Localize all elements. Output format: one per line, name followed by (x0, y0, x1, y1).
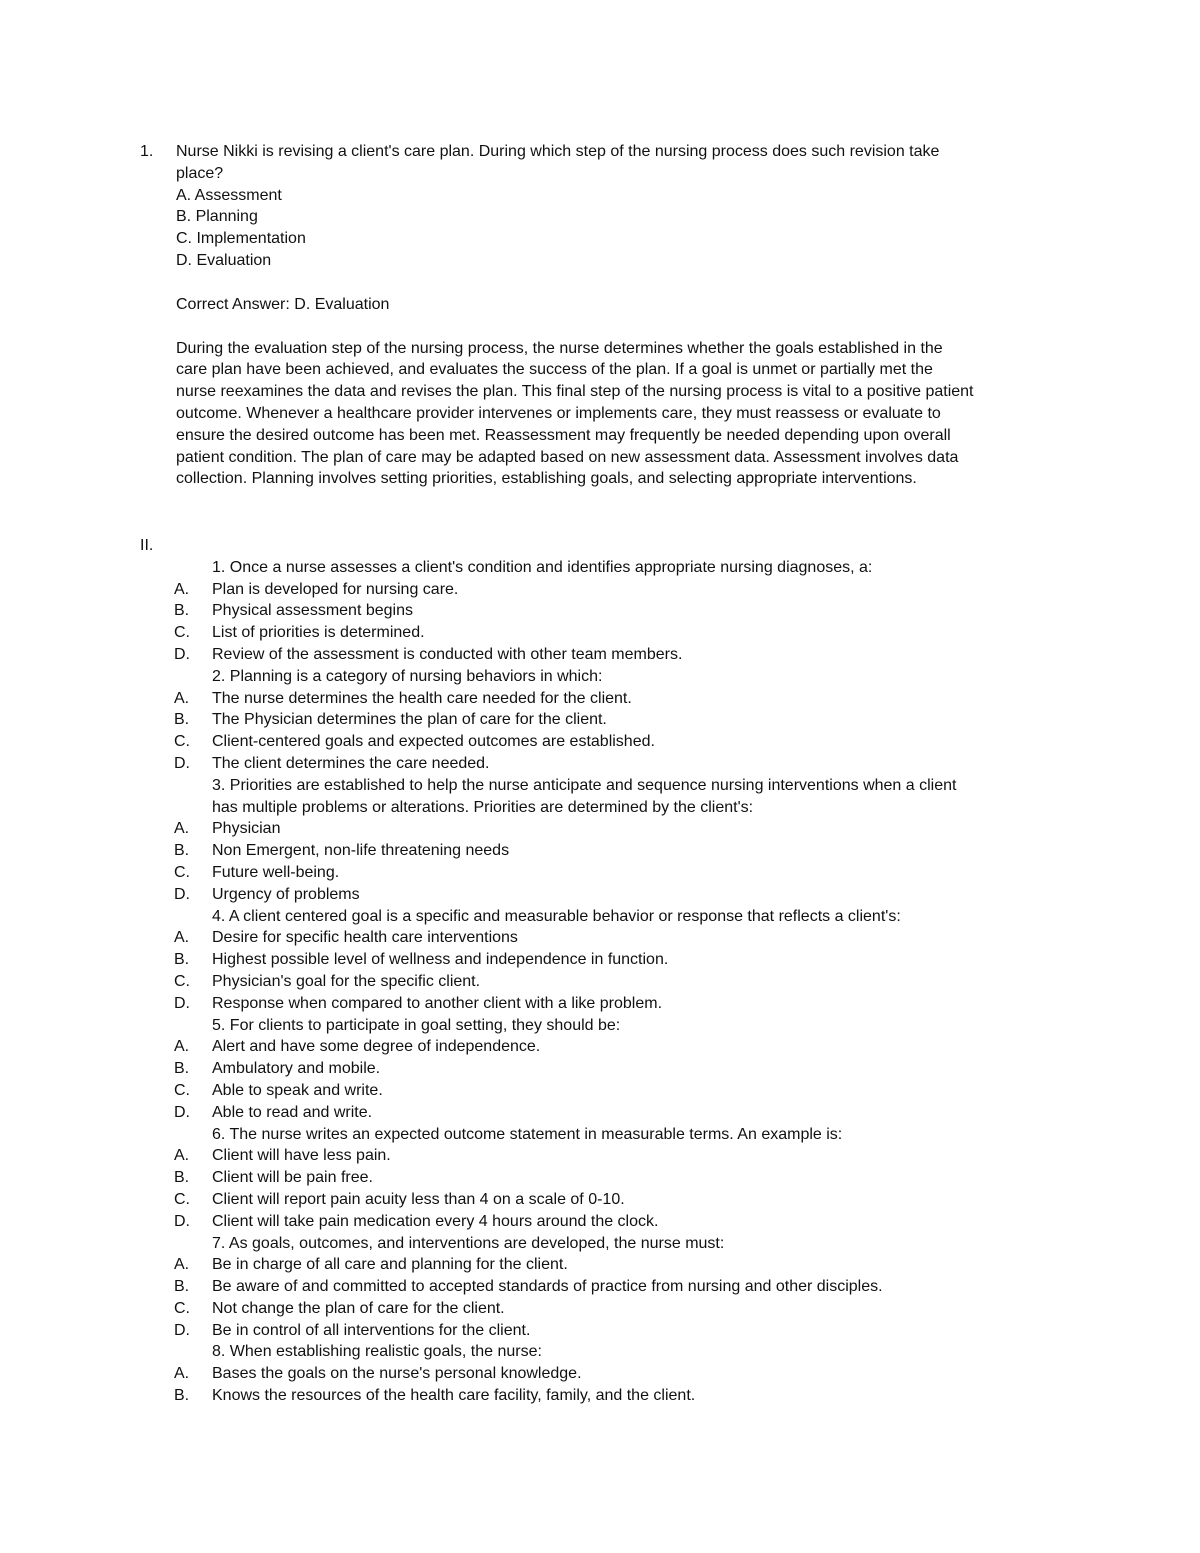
option-letter: C. (174, 1081, 190, 1099)
option-letter: D. (174, 1103, 190, 1121)
option-letter: B. (174, 1169, 190, 1187)
question-block (140, 775, 1100, 906)
correct-answer: Correct Answer: D. Evaluation (176, 295, 390, 313)
option-text: Be in charge of all care and planning for the client. (212, 1256, 568, 1274)
option-letter: D. (174, 885, 190, 903)
option-letter: B. (174, 951, 190, 969)
option-letter: A. (174, 1147, 190, 1165)
answer-option (140, 1385, 1100, 1407)
question-block (140, 1341, 1100, 1406)
option-letter: D. (174, 994, 190, 1012)
option-letter: A. (174, 929, 190, 947)
answer-option (140, 949, 1100, 971)
question-stem-line: 3. Priorities are established to help the nurse anticipate and sequence nursing interventions when a client (212, 776, 957, 794)
option-text: Future well-being. (212, 863, 340, 881)
explanation-line: nurse reexamines the data and revises the plan. This final step of the nursing process is vital to a positive patient (176, 383, 974, 401)
option-letter: B. (174, 711, 190, 729)
explanation-line: outcome. Whenever a healthcare provider intervenes or implements care, they must reassess or evaluate to (176, 404, 941, 422)
section-heading: II. (140, 537, 154, 554)
answer-option (140, 840, 1100, 862)
question-stem-line: 4. A client centered goal is a specific and measurable behavior or response that reflects a client's: (212, 907, 901, 925)
section-2 (140, 535, 1100, 1407)
option-letter: A. (174, 689, 190, 707)
question-stem-line: 6. The nurse writes an expected outcome statement in measurable terms. An example is: (212, 1125, 843, 1143)
option-text: Physical assessment begins (212, 602, 413, 620)
question-stem-line: Nurse Nikki is revising a client's care plan. During which step of the nursing process does such revision take (176, 143, 940, 160)
option-text: Urgency of problems (212, 885, 360, 903)
option-text: Non Emergent, non-life threatening needs (212, 842, 510, 860)
answer-option (140, 1080, 1100, 1102)
answer-option (140, 862, 1100, 884)
answer-option (140, 600, 1100, 622)
question-block (140, 1124, 1100, 1233)
option-letter: D. (174, 754, 190, 772)
option-text: Not change the plan of care for the client. (212, 1299, 505, 1317)
explanation-line: care plan have been achieved, and evaluates the success of the plan. If a goal is unmet or partially met the (176, 361, 933, 379)
question-block (140, 1233, 1100, 1342)
question-block (140, 1015, 1100, 1124)
option-text: Bases the goals on the nurse's personal knowledge. (212, 1365, 582, 1383)
question-stem-line: 2. Planning is a category of nursing behaviors in which: (212, 667, 603, 685)
option-letter: D. (174, 1212, 190, 1230)
answer-option: B. Planning (176, 208, 258, 226)
option-letter: C. (174, 733, 190, 751)
option-letter: D. (174, 645, 190, 663)
answer-option: A. Assessment (176, 186, 282, 204)
option-letter: B. (174, 1278, 190, 1296)
option-text: List of priorities is determined. (212, 624, 425, 642)
answer-option (140, 971, 1100, 993)
answer-option (140, 1363, 1100, 1385)
question-stem-line: 5. For clients to participate in goal setting, they should be: (212, 1016, 621, 1034)
explanation-line: During the evaluation step of the nursing process, the nurse determines whether the goals established in the (176, 339, 943, 357)
answer-option: C. Implementation (176, 230, 306, 248)
answer-option (140, 1167, 1100, 1189)
option-text: Able to read and write. (212, 1103, 373, 1121)
question-1-body (140, 141, 1070, 490)
answer-option (140, 1254, 1100, 1276)
option-letter: C. (174, 972, 190, 990)
option-text: Client will have less pain. (212, 1147, 391, 1165)
option-text: Be in control of all interventions for the client. (212, 1321, 531, 1339)
option-letter: B. (174, 1060, 190, 1078)
answer-option (140, 579, 1100, 601)
option-text: Review of the assessment is conducted with other team members. (212, 645, 683, 663)
option-text: The nurse determines the health care needed for the client. (212, 689, 632, 707)
option-text: Alert and have some degree of independence. (212, 1038, 541, 1056)
option-letter: C. (174, 1190, 190, 1208)
answer-option (140, 644, 1100, 666)
answer-option (140, 1211, 1100, 1233)
question-stem-line: place? (176, 164, 224, 182)
explanation-paragraph (176, 338, 1070, 491)
option-letter: A. (174, 580, 190, 598)
answer-option (140, 622, 1100, 644)
question-stem-line: 1. Once a nurse assesses a client's condition and identifies appropriate nursing diagnoses, a: (212, 558, 873, 576)
answer-option (140, 1102, 1100, 1124)
answer-option (140, 1320, 1100, 1342)
question-block (140, 557, 1100, 666)
option-letter: A. (174, 1038, 190, 1056)
option-text: Response when compared to another client with a like problem. (212, 994, 663, 1012)
option-text: Client will take pain medication every 4 hours around the clock. (212, 1212, 659, 1230)
question-block (140, 666, 1100, 775)
option-text: The client determines the care needed. (212, 754, 490, 772)
answer-option (140, 753, 1100, 775)
option-text: Knows the resources of the health care facility, family, and the client. (212, 1387, 696, 1405)
answer-option (140, 993, 1100, 1015)
explanation-line: patient condition. The plan of care may be adapted based on new assessment data. Assessment involves data (176, 448, 959, 466)
option-letter: B. (174, 1387, 190, 1405)
answer-option (140, 927, 1100, 949)
answer-option (140, 731, 1100, 753)
answer-option (140, 1276, 1100, 1298)
answer-option (140, 1298, 1100, 1320)
explanation-line: ensure the desired outcome has been met. Reassessment may frequently be needed depending upon overall (176, 426, 951, 444)
answer-option (140, 709, 1100, 731)
question-stem-line: has multiple problems or alterations. Priorities are determined by the client's: (212, 798, 754, 816)
answer-option (140, 1145, 1100, 1167)
explanation-line: collection. Planning involves setting priorities, establishing goals, and selecting appropriate interventions. (176, 470, 917, 488)
question-number: 1. (140, 143, 154, 160)
option-letter: D. (174, 1321, 190, 1339)
option-letter: C. (174, 863, 190, 881)
option-letter: A. (174, 1256, 190, 1274)
question-1 (140, 141, 1070, 490)
question-block (140, 906, 1100, 1015)
question-stem-line: 7. As goals, outcomes, and interventions are developed, the nurse must: (212, 1234, 725, 1252)
answer-option (140, 1189, 1100, 1211)
option-text: Able to speak and write. (212, 1081, 383, 1099)
option-letter: C. (174, 1299, 190, 1317)
answer-option (140, 884, 1100, 906)
option-text: Plan is developed for nursing care. (212, 580, 459, 598)
option-text: Client will be pain free. (212, 1169, 373, 1187)
option-letter: A. (174, 820, 190, 838)
option-letter: B. (174, 842, 190, 860)
option-text: Desire for specific health care interventions (212, 929, 518, 947)
answer-option (140, 688, 1100, 710)
option-text: Highest possible level of wellness and independence in function. (212, 951, 669, 969)
option-letter: C. (174, 624, 190, 642)
option-text: Physician's goal for the specific client. (212, 972, 481, 990)
option-text: The Physician determines the plan of care for the client. (212, 711, 607, 729)
option-text: Client will report pain acuity less than 4 on a scale of 0-10. (212, 1190, 625, 1208)
answer-option: D. Evaluation (176, 251, 272, 269)
answer-option (140, 818, 1100, 840)
answer-option (140, 1036, 1100, 1058)
question-list (140, 557, 1100, 1407)
option-text: Physician (212, 820, 281, 838)
question-stem-line: 8. When establishing realistic goals, the nurse: (212, 1343, 542, 1361)
option-letter: A. (174, 1365, 190, 1383)
option-letter: B. (174, 602, 190, 620)
answer-option (140, 1058, 1100, 1080)
option-text: Client-centered goals and expected outcomes are established. (212, 733, 655, 751)
option-text: Be aware of and committed to accepted standards of practice from nursing and other disciples. (212, 1278, 883, 1296)
option-text: Ambulatory and mobile. (212, 1060, 381, 1078)
